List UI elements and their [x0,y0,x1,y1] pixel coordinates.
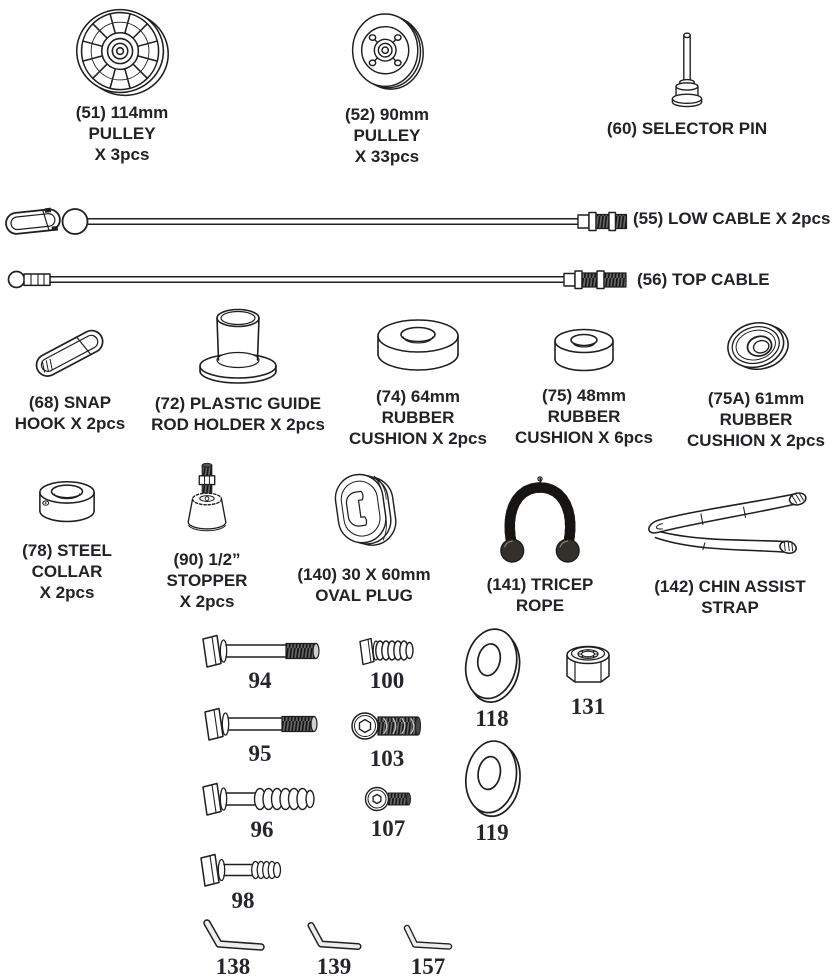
label-line: (72) PLASTIC GUIDE [154,394,322,413]
part-142-label [654,576,805,618]
top-cable-illustration [6,262,628,298]
label-line: (78) STEEL [22,541,112,560]
hardware-100-number: 100 [369,668,405,693]
hardware-98 [188,850,298,913]
hex-bolt-96-illustration [197,779,327,817]
low-cable-illustration [2,200,628,240]
label-line: OVAL PLUG [315,586,413,605]
hardware-157-number: 157 [410,954,446,979]
hardware-96 [196,779,328,842]
socket-bolt-103-illustration [350,706,424,746]
allen-wrench-138-illustration [198,918,268,954]
label-line: (68) SNAP [28,393,112,412]
hardware-139 [296,921,372,979]
hardware-95 [196,705,324,766]
part-55-label: (55) LOW CABLE X 2pcs [633,209,831,228]
label-line: STOPPER [166,571,248,590]
label-line: RUBBER [547,407,621,426]
part-90-stopper [136,461,278,612]
label-line: (51) 114mm [75,103,169,122]
label-line: X 2pcs [39,583,95,602]
hardware-96-number: 96 [250,817,274,842]
hardware-131-number: 131 [570,694,606,719]
part-72-label [151,393,325,435]
label-line: PULLEY [353,126,421,145]
part-52-label [345,104,429,167]
hardware-138 [190,918,276,979]
label-line: X 33pcs [354,147,420,166]
hardware-119-number: 119 [475,820,509,845]
label-line: (141) TRICEP [486,575,594,594]
allen-wrench-157-illustration [400,924,456,954]
label-line: RUBBER [719,410,793,429]
hardware-138-number: 138 [215,954,251,979]
hardware-118-number: 118 [475,706,509,731]
part-75-rubber-cushion-48 [502,326,666,448]
hex-bolt-98-illustration [195,850,291,888]
hardware-103 [346,706,428,771]
tricep-rope-illustration [496,474,584,568]
part-78-steel-collar [2,478,132,603]
label-line: CUSHION X 2pcs [687,431,825,450]
hardware-98-number: 98 [231,888,255,913]
button-screw-107-illustration [360,782,416,816]
hardware-100 [346,634,428,693]
hardware-157 [392,924,464,979]
hex-bolt-95-illustration [199,705,321,741]
part-140-label [297,564,430,606]
label-line: PULLEY [88,124,156,143]
rubber-cushion-48mm-illustration [553,326,615,376]
allen-wrench-139-illustration [303,921,365,954]
part-60-selector-pin [592,27,782,139]
hardware-95-number: 95 [248,741,272,766]
label-line: (140) 30 X 60mm [297,565,431,584]
hardware-118 [452,624,532,731]
label-line: (75) 48mm [541,386,627,405]
label-line: RUBBER [381,408,455,427]
part-141-label [487,574,594,616]
part-68-snap-hook [0,320,140,434]
part-78-label [22,540,112,603]
washer-119-illustration [458,736,526,820]
oval-plug-illustration [326,468,402,556]
label-line: COLLAR [31,562,103,581]
snap-hook-illustration [27,320,113,384]
label-line: CUSHION X 2pcs [349,429,487,448]
label-line: X 2pcs [179,592,235,611]
part-60-label: (60) SELECTOR PIN [606,119,768,138]
label-line: ROPE [515,596,565,615]
part-75a-label [687,388,825,451]
rubber-cushion-61mm-illustration [722,316,790,378]
rubber-cushion-64mm-illustration [376,314,460,378]
label-line: (90) 1/2” [173,550,241,569]
part-51-pulley [34,4,210,165]
label-line: ROD HOLDER X 2pcs [151,415,325,434]
part-142-chin-assist-strap [640,480,820,618]
part-51-label [76,102,169,165]
pulley-90mm-illustration [349,6,425,98]
label-line: HOOK X 2pcs [14,414,126,433]
stopper-illustration [180,461,234,537]
label-line: (75A) 61mm [707,389,805,408]
guide-rod-holder-illustration [193,306,283,386]
part-74-label [349,386,487,449]
label-line: (74) 64mm [375,387,461,406]
hardware-131 [548,640,628,719]
part-74-rubber-cushion-64 [334,314,502,449]
part-72-guide-rod-holder [142,306,334,435]
hardware-107 [348,782,428,841]
hex-bolt-100-illustration [356,634,418,668]
part-68-label [15,392,126,434]
hardware-94-number: 94 [248,668,272,693]
steel-collar-illustration [36,478,98,532]
part-141-tricep-rope [462,474,618,616]
label-line: (142) CHIN ASSIST [654,577,806,596]
hardware-139-number: 139 [316,954,352,979]
part-90-label [167,549,248,612]
part-56-label: (56) TOP CABLE [637,270,770,289]
chin-assist-strap-illustration [641,480,819,572]
part-52-pulley [300,6,474,167]
part-75a-rubber-cushion-61 [672,316,838,451]
hardware-103-number: 103 [369,746,405,771]
hex-bolt-94-illustration [197,632,323,668]
part-140-oval-plug [288,468,440,606]
nylock-nut-131-illustration [561,640,615,694]
hardware-107-number: 107 [370,816,406,841]
label-line: X 3pcs [94,145,150,164]
label-line: STRAP [701,598,759,617]
pulley-114mm-illustration [70,4,174,102]
hardware-94 [196,632,324,693]
part-75-label [515,385,653,448]
selector-pin-illustration [666,27,708,113]
label-line: CUSHION X 6pcs [515,428,653,447]
label-line: (52) 90mm [344,105,430,124]
washer-118-illustration [458,624,526,706]
hardware-119 [452,736,532,845]
